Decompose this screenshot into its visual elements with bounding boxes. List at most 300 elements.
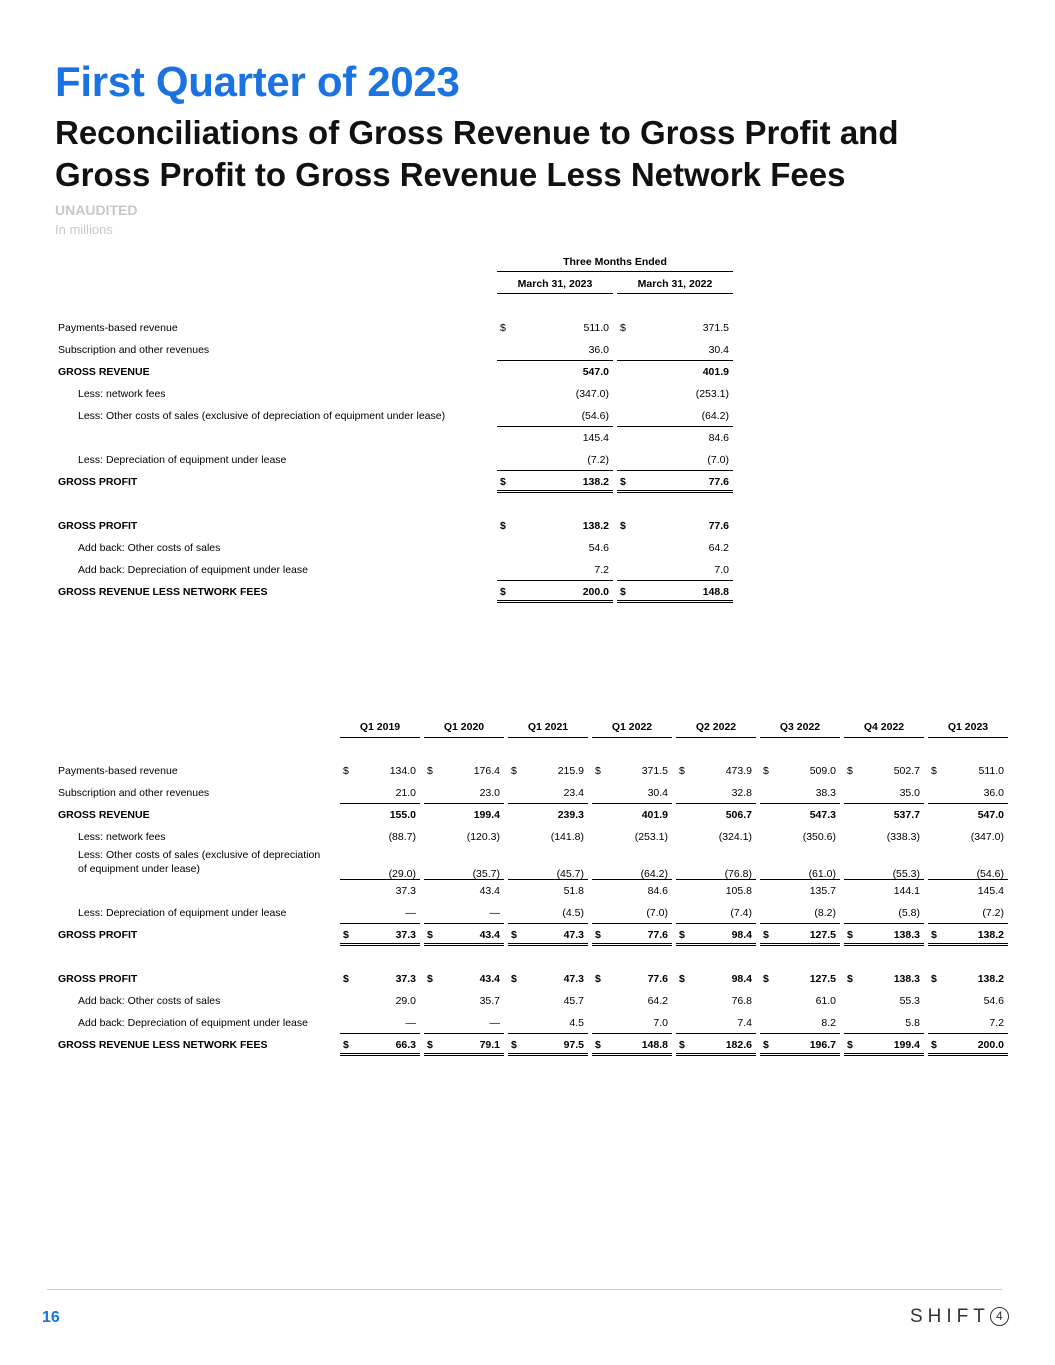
table-cell [676, 880, 756, 902]
table-cell [928, 760, 1008, 782]
cell-value: 54.6 [588, 542, 609, 554]
table-cell [676, 902, 756, 924]
table-row [55, 427, 735, 449]
table-cell [497, 317, 613, 339]
cell-value: 144.1 [893, 885, 920, 897]
currency-symbol: $ [931, 1039, 937, 1051]
currency-symbol: $ [763, 765, 769, 777]
cell-value: (64.2) [640, 868, 668, 880]
cell-value: 7.0 [653, 1017, 668, 1029]
table-cell [497, 537, 613, 559]
table-cell [592, 968, 672, 990]
cell-value: 30.4 [708, 344, 729, 356]
table-cell [497, 405, 613, 427]
col-header-rule [508, 737, 588, 738]
row-label: GROSS REVENUE [58, 366, 150, 378]
col-header-rule [340, 737, 420, 738]
row-label: Less: network fees [78, 388, 166, 400]
shift4-logo [910, 1306, 1009, 1328]
table-cell [497, 361, 613, 383]
currency-symbol: $ [343, 1039, 349, 1051]
logo-text: SHIFT [910, 1306, 990, 1327]
cell-value: 138.2 [977, 929, 1004, 941]
table-cell [760, 902, 840, 924]
cell-value: 511.0 [583, 322, 609, 334]
col-header-rule [617, 293, 733, 294]
table-cell [760, 880, 840, 902]
cell-value: 76.8 [731, 995, 752, 1007]
row-label: GROSS PROFIT [58, 929, 138, 941]
table-cell [844, 924, 924, 946]
table-cell [497, 449, 613, 471]
row-label-line: Less: Other costs of sales (exclusive of depreciation [78, 849, 321, 861]
table-cell [340, 880, 420, 902]
table-cell [617, 405, 733, 427]
col-header-rule [592, 737, 672, 738]
currency-symbol: $ [620, 586, 626, 598]
cell-value: (35.7) [472, 868, 500, 880]
currency-symbol: $ [343, 973, 349, 985]
row-label [78, 848, 320, 876]
table-cell [497, 471, 613, 493]
row-label: Less: Depreciation of equipment under lease [78, 454, 287, 466]
cell-value: 77.6 [708, 520, 729, 532]
table-cell [617, 383, 733, 405]
table-cell [676, 804, 756, 826]
cell-value: (4.5) [562, 907, 584, 919]
cell-value: 23.4 [563, 787, 584, 799]
cell-value: 547.0 [977, 809, 1004, 821]
cell-value: (61.0) [808, 868, 836, 880]
currency-symbol: $ [427, 765, 433, 777]
table-cell [676, 990, 756, 1012]
table-row [55, 760, 1007, 782]
cell-value: 35.0 [899, 787, 920, 799]
currency-symbol: $ [595, 973, 601, 985]
cell-value: 239.3 [557, 809, 584, 821]
cell-value: 200.0 [977, 1039, 1004, 1051]
table-cell [760, 990, 840, 1012]
table-cell [760, 1012, 840, 1034]
col-header-rule [424, 737, 504, 738]
cell-value: 148.8 [641, 1039, 668, 1051]
table-cell [928, 880, 1008, 902]
cell-value: 105.8 [725, 885, 752, 897]
table-cell [424, 826, 504, 848]
table-row [55, 902, 1007, 924]
reconciliation-table-1 [55, 317, 735, 603]
currency-symbol: $ [679, 765, 685, 777]
cell-value: 176.4 [473, 765, 500, 777]
row-label: Payments-based revenue [58, 765, 178, 777]
cell-value: 61.0 [815, 995, 836, 1007]
cell-value: 45.7 [563, 995, 584, 1007]
table-cell [497, 581, 613, 603]
cell-value: 43.4 [479, 973, 500, 985]
table-cell [844, 902, 924, 924]
currency-symbol: $ [679, 1039, 685, 1051]
table-cell [592, 990, 672, 1012]
cell-value: 148.8 [702, 586, 729, 598]
table-cell [424, 924, 504, 946]
currency-symbol: $ [427, 973, 433, 985]
table-row [55, 317, 735, 339]
cell-value: 7.2 [594, 564, 609, 576]
cell-value: 21.0 [395, 787, 416, 799]
table-row [55, 968, 1007, 990]
table-cell [340, 902, 420, 924]
currency-symbol: $ [847, 765, 853, 777]
cell-value: 66.3 [395, 1039, 416, 1051]
table-row [55, 581, 735, 603]
table-cell [844, 826, 924, 848]
table-cell [592, 880, 672, 902]
table-cell [617, 581, 733, 603]
table-row [55, 990, 1007, 1012]
cell-value: (7.2) [587, 454, 609, 466]
table-cell [760, 968, 840, 990]
col-header: Q4 2022 [863, 721, 905, 733]
cell-value: 77.6 [647, 973, 668, 985]
row-label: Add back: Other costs of sales [78, 995, 221, 1007]
cell-value: (347.0) [575, 388, 609, 400]
table-cell [676, 924, 756, 946]
table-cell [508, 782, 588, 804]
cell-value: (88.7) [388, 831, 416, 843]
table-cell [497, 383, 613, 405]
table-cell [928, 990, 1008, 1012]
col-header-rule [760, 737, 840, 738]
cell-value: 199.4 [893, 1039, 920, 1051]
cell-value: 43.4 [479, 885, 500, 897]
table-cell [508, 924, 588, 946]
currency-symbol: $ [343, 765, 349, 777]
cell-value: — [489, 907, 500, 919]
cell-value: 37.3 [395, 929, 416, 941]
cell-value: 84.6 [647, 885, 668, 897]
currency-symbol: $ [763, 1039, 769, 1051]
table-cell [508, 880, 588, 902]
table-cell [928, 848, 1008, 880]
row-label: Add back: Depreciation of equipment under lease [78, 1017, 308, 1029]
cell-value: 199.4 [473, 809, 500, 821]
cell-value: (7.4) [730, 907, 752, 919]
cell-value: (7.0) [646, 907, 668, 919]
cell-value: 36.0 [588, 344, 609, 356]
row-label: GROSS REVENUE LESS NETWORK FEES [58, 586, 268, 598]
cell-value: 200.0 [582, 586, 609, 598]
currency-symbol: $ [595, 1039, 601, 1051]
table-cell [617, 427, 733, 449]
cell-value: 37.3 [395, 973, 416, 985]
cell-value: 77.6 [708, 476, 729, 488]
table-row [55, 804, 1007, 826]
cell-value: (350.6) [802, 831, 836, 843]
cell-value: 138.2 [582, 520, 609, 532]
table-cell [424, 1012, 504, 1034]
cell-value: 29.0 [395, 995, 416, 1007]
cell-value: 7.0 [714, 564, 729, 576]
col-header: Q3 2022 [779, 721, 821, 733]
cell-value: 537.7 [893, 809, 920, 821]
table-cell [424, 968, 504, 990]
row-label: GROSS PROFIT [58, 973, 138, 985]
table-cell [424, 880, 504, 902]
cell-value: 509.0 [809, 765, 836, 777]
table-cell [592, 902, 672, 924]
table-cell [592, 848, 672, 880]
table-cell [340, 1034, 420, 1056]
cell-value: 51.8 [563, 885, 584, 897]
table-cell [508, 1012, 588, 1034]
currency-symbol: $ [679, 929, 685, 941]
col-header-rule [928, 737, 1008, 738]
row-spacer [55, 946, 1007, 968]
currency-symbol: $ [620, 476, 626, 488]
table-cell [676, 826, 756, 848]
table-cell [617, 559, 733, 581]
currency-symbol: $ [511, 1039, 517, 1051]
cell-value: (7.2) [982, 907, 1004, 919]
table-row [55, 1012, 1007, 1034]
cell-value: (45.7) [556, 868, 584, 880]
cell-value: — [405, 907, 416, 919]
table-cell [617, 339, 733, 361]
table-cell [760, 782, 840, 804]
table-cell [928, 1012, 1008, 1034]
table-cell [928, 782, 1008, 804]
row-label: Payments-based revenue [58, 322, 178, 334]
table-cell [340, 826, 420, 848]
table-cell [424, 990, 504, 1012]
table-cell [497, 559, 613, 581]
table-row [55, 339, 735, 361]
table-cell [617, 361, 733, 383]
currency-symbol: $ [343, 929, 349, 941]
page-subtitle [55, 112, 899, 196]
cell-value: 4.5 [569, 1017, 584, 1029]
row-label: GROSS PROFIT [58, 476, 138, 488]
cell-value: (7.0) [707, 454, 729, 466]
cell-value: (55.3) [892, 868, 920, 880]
currency-symbol: $ [620, 520, 626, 532]
cell-value: (253.1) [634, 831, 668, 843]
table-cell [497, 339, 613, 361]
cell-value: 196.7 [809, 1039, 836, 1051]
row-label: GROSS PROFIT [58, 520, 138, 532]
cell-value: (54.6) [581, 410, 609, 422]
table-cell [760, 848, 840, 880]
cell-value: 371.5 [702, 322, 729, 334]
cell-value: 55.3 [899, 995, 920, 1007]
table-row [55, 537, 735, 559]
currency-symbol: $ [500, 476, 506, 488]
currency-symbol: $ [763, 929, 769, 941]
table-cell [340, 760, 420, 782]
table-cell [928, 968, 1008, 990]
subtitle-line-2: Gross Profit to Gross Revenue Less Network Fees [55, 156, 846, 193]
cell-value: 401.9 [702, 366, 729, 378]
table-cell [424, 848, 504, 880]
table-cell [617, 449, 733, 471]
table-row [55, 1034, 1007, 1056]
col-header: Q2 2022 [695, 721, 737, 733]
table-cell [424, 782, 504, 804]
table-cell [592, 782, 672, 804]
currency-symbol: $ [511, 973, 517, 985]
col-header: March 31, 2023 [517, 278, 593, 290]
cell-value: 23.0 [479, 787, 500, 799]
table-cell [928, 902, 1008, 924]
table-cell [760, 760, 840, 782]
cell-value: 502.7 [893, 765, 920, 777]
table-cell [844, 990, 924, 1012]
reconciliation-table-2 [55, 760, 1007, 1056]
col-header-rule [497, 293, 613, 294]
cell-value: (253.1) [695, 388, 729, 400]
header-rule [497, 271, 733, 272]
cell-value: (347.0) [970, 831, 1004, 843]
col-header: March 31, 2022 [637, 278, 713, 290]
table-cell [508, 804, 588, 826]
currency-symbol: $ [500, 586, 506, 598]
cell-value: — [489, 1017, 500, 1029]
table-row [55, 782, 1007, 804]
row-label: GROSS REVENUE LESS NETWORK FEES [58, 1039, 268, 1051]
table-cell [844, 848, 924, 880]
cell-value: 511.0 [978, 765, 1004, 777]
cell-value: 145.4 [977, 885, 1004, 897]
cell-value: 138.3 [893, 929, 920, 941]
currency-symbol: $ [847, 1039, 853, 1051]
table-row [55, 559, 735, 581]
table-cell [508, 990, 588, 1012]
cell-value: 547.3 [809, 809, 836, 821]
table-cell [340, 990, 420, 1012]
col-header: Q1 2023 [947, 721, 989, 733]
currency-symbol: $ [500, 322, 506, 334]
cell-value: (29.0) [388, 868, 416, 880]
cell-value: 138.2 [977, 973, 1004, 985]
table-cell [676, 760, 756, 782]
cell-value: 506.7 [725, 809, 752, 821]
cell-value: 215.9 [557, 765, 584, 777]
cell-value: (120.3) [466, 831, 500, 843]
currency-symbol: $ [427, 929, 433, 941]
cell-value: 134.0 [389, 765, 416, 777]
page-title: First Quarter of 2023 [55, 58, 460, 105]
table-cell [928, 826, 1008, 848]
period-header: Three Months Ended [563, 256, 667, 268]
table-cell [340, 804, 420, 826]
cell-value: 77.6 [647, 929, 668, 941]
currency-symbol: $ [595, 765, 601, 777]
table-cell [424, 760, 504, 782]
cell-value: 30.4 [647, 787, 668, 799]
row-label: Add back: Other costs of sales [78, 542, 221, 554]
table-cell [928, 924, 1008, 946]
table-cell [340, 924, 420, 946]
table-cell [676, 1034, 756, 1056]
table-row [55, 848, 1007, 880]
table-cell [592, 804, 672, 826]
cell-value: 127.5 [809, 929, 836, 941]
row-label: Less: Other costs of sales (exclusive of depreciation of equipment under lease) [78, 410, 446, 422]
table-cell [592, 1012, 672, 1034]
cell-value: (324.1) [718, 831, 752, 843]
currency-symbol: $ [427, 1039, 433, 1051]
table-row [55, 880, 1007, 902]
currency-symbol: $ [500, 520, 506, 532]
cell-value: 32.8 [731, 787, 752, 799]
row-label: Subscription and other revenues [58, 787, 210, 799]
col-header: Q1 2019 [359, 721, 401, 733]
units-label: In millions [55, 222, 113, 237]
table-row [55, 383, 735, 405]
row-label: Less: Depreciation of equipment under lease [78, 907, 287, 919]
cell-value: 473.9 [725, 765, 752, 777]
row-label-line: of equipment under lease) [78, 863, 200, 875]
cell-value: 64.2 [708, 542, 729, 554]
table-cell [508, 826, 588, 848]
table-cell [844, 760, 924, 782]
col-header: Q1 2020 [443, 721, 485, 733]
cell-value: 84.6 [708, 432, 729, 444]
table-cell [844, 968, 924, 990]
cell-value: 8.2 [821, 1017, 836, 1029]
table-cell [592, 826, 672, 848]
row-label: GROSS REVENUE [58, 809, 150, 821]
table-row [55, 826, 1007, 848]
row-label: Add back: Depreciation of equipment under lease [78, 564, 308, 576]
table-cell [617, 317, 733, 339]
row-spacer [55, 493, 735, 515]
cell-value: 43.4 [479, 929, 500, 941]
table-cell [424, 1034, 504, 1056]
table-cell [928, 1034, 1008, 1056]
table-cell [508, 848, 588, 880]
table-cell [424, 902, 504, 924]
cell-value: 127.5 [809, 973, 836, 985]
cell-value: 47.3 [563, 929, 584, 941]
table-cell [340, 968, 420, 990]
cell-value: (5.8) [898, 907, 920, 919]
table-cell [928, 804, 1008, 826]
table-row [55, 471, 735, 493]
footer-divider [47, 1289, 1002, 1290]
cell-value: (76.8) [724, 868, 752, 880]
table-cell [760, 924, 840, 946]
currency-symbol: $ [931, 929, 937, 941]
table-cell [676, 1012, 756, 1034]
cell-value: 138.2 [582, 476, 609, 488]
cell-value: 547.0 [582, 366, 609, 378]
col-header-rule [676, 737, 756, 738]
cell-value: 182.6 [725, 1039, 752, 1051]
col-header: Q1 2022 [611, 721, 653, 733]
cell-value: 7.4 [737, 1017, 752, 1029]
cell-value: 47.3 [563, 973, 584, 985]
table-cell [617, 515, 733, 537]
table-cell [844, 880, 924, 902]
table-cell [844, 1034, 924, 1056]
logo-digit-circle: 4 [990, 1307, 1009, 1326]
currency-symbol: $ [931, 973, 937, 985]
table-row [55, 405, 735, 427]
table-row [55, 924, 1007, 946]
table-cell [340, 1012, 420, 1034]
table-cell [760, 826, 840, 848]
